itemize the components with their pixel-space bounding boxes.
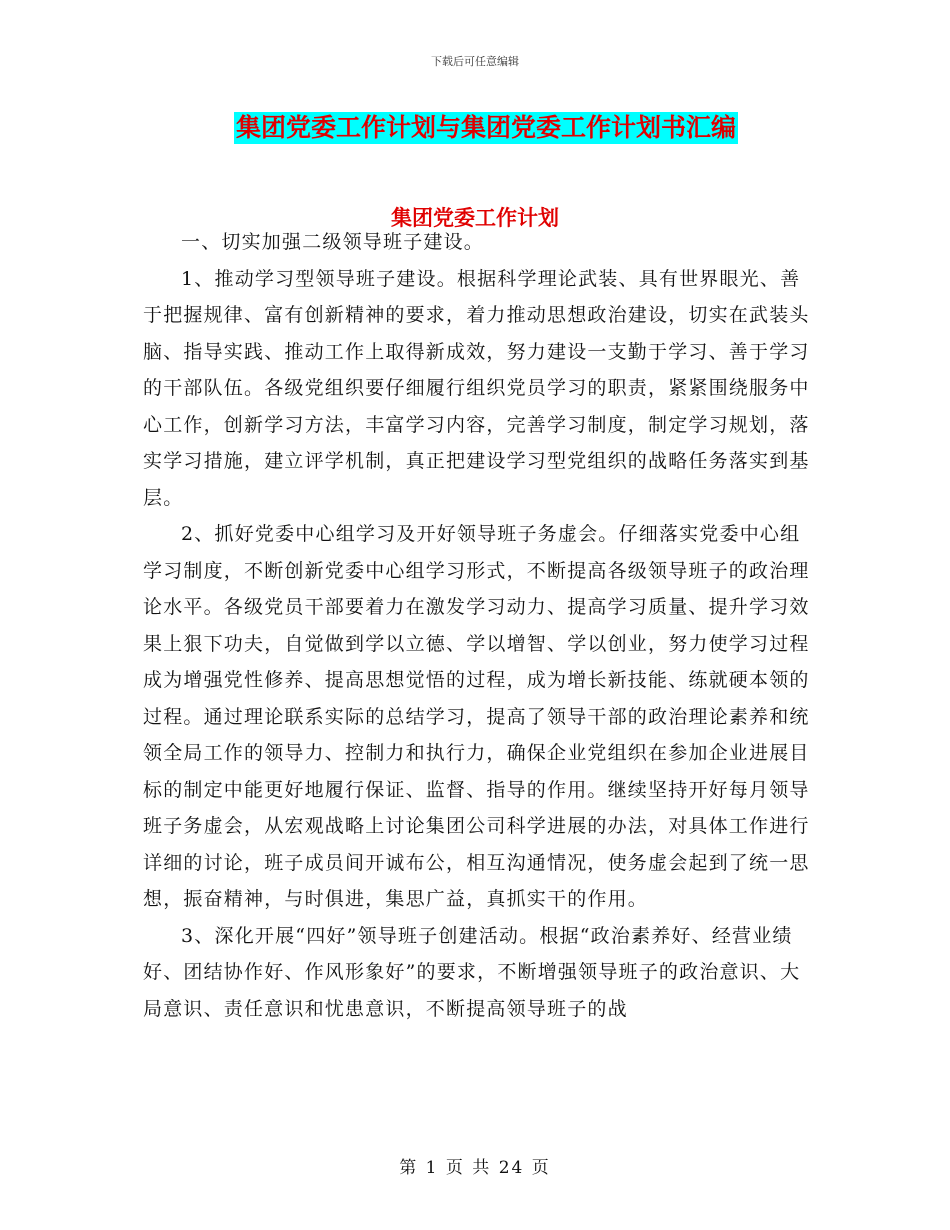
paragraph: 1、推动学习型领导班子建设。根据科学理论武装、具有世界眼光、善于把握规律、富有创新精神的要求，着力推动思想政治建设，切实在武装头脑、指导实践、推动工作上取得新成效，努力建设一支勤于学习、善于学习的干部队伍。各级党组织要仔细履行组织党员学习的职责，紧紧围绕服务中心工作，创新学习方法，丰富学习内容，完善学习制度，制定学习规划，落实学习措施，建立评学机制，真正把建设学习型党组织的战略任务落实到基层。 [143, 267, 810, 509]
header-note: 下载后可任意编辑 [431, 55, 519, 68]
paragraph: 2、抓好党委中心组学习及开好领导班子务虚会。仔细落实党委中心组学习制度，不断创新党委中心组学习形式，不断提高各级领导班子的政治理论水平。各级党员干部要着力在激发学习动力、提高学习质量、提升学习效果上狠下功夫，自觉做到学以立德、学以增智、学以创业，努力使学习过程成为增强党性修养、提高思想觉悟的过程，成为增长新技能、练就硬本领的过程。通过理论联系实际的总结学习，提高了领导干部的政治理论素养和统领全局工作的领导力、控制力和执行力，确保企业党组织在参加企业进展目标的制定中能更好地履行保证、监督、指导的作用。继续坚持开好每月领导班子务虚会，从宏观战略上讨论集团公司科学进展的办法，对具体工作进行详细的讨论，班子成员间开诚布公，相互沟通情况，使务虚会起到了统一思想，振奋精神，与时俱进，集思广益，真抓实干的作用。 [143, 523, 810, 910]
page-number: 第 1 页 共 24 页 [399, 1158, 551, 1178]
paragraph-heading: 一、切实加强二级领导班子建设。 [181, 231, 485, 253]
section-title: 集团党委工作计划 [391, 206, 559, 230]
document-title: 集团党委工作计划与集团党委工作计划书汇编 [236, 113, 737, 142]
document-body [143, 224, 813, 1027]
paragraph: 3、深化开展“四好”领导班子创建活动。根据“政治素养好、经营业绩好、团结协作好、作风形象好”的要求，不断增强领导班子的政治意识、大局意识、责任意识和忧患意识，不断提高领导班子的战 [143, 924, 801, 1020]
